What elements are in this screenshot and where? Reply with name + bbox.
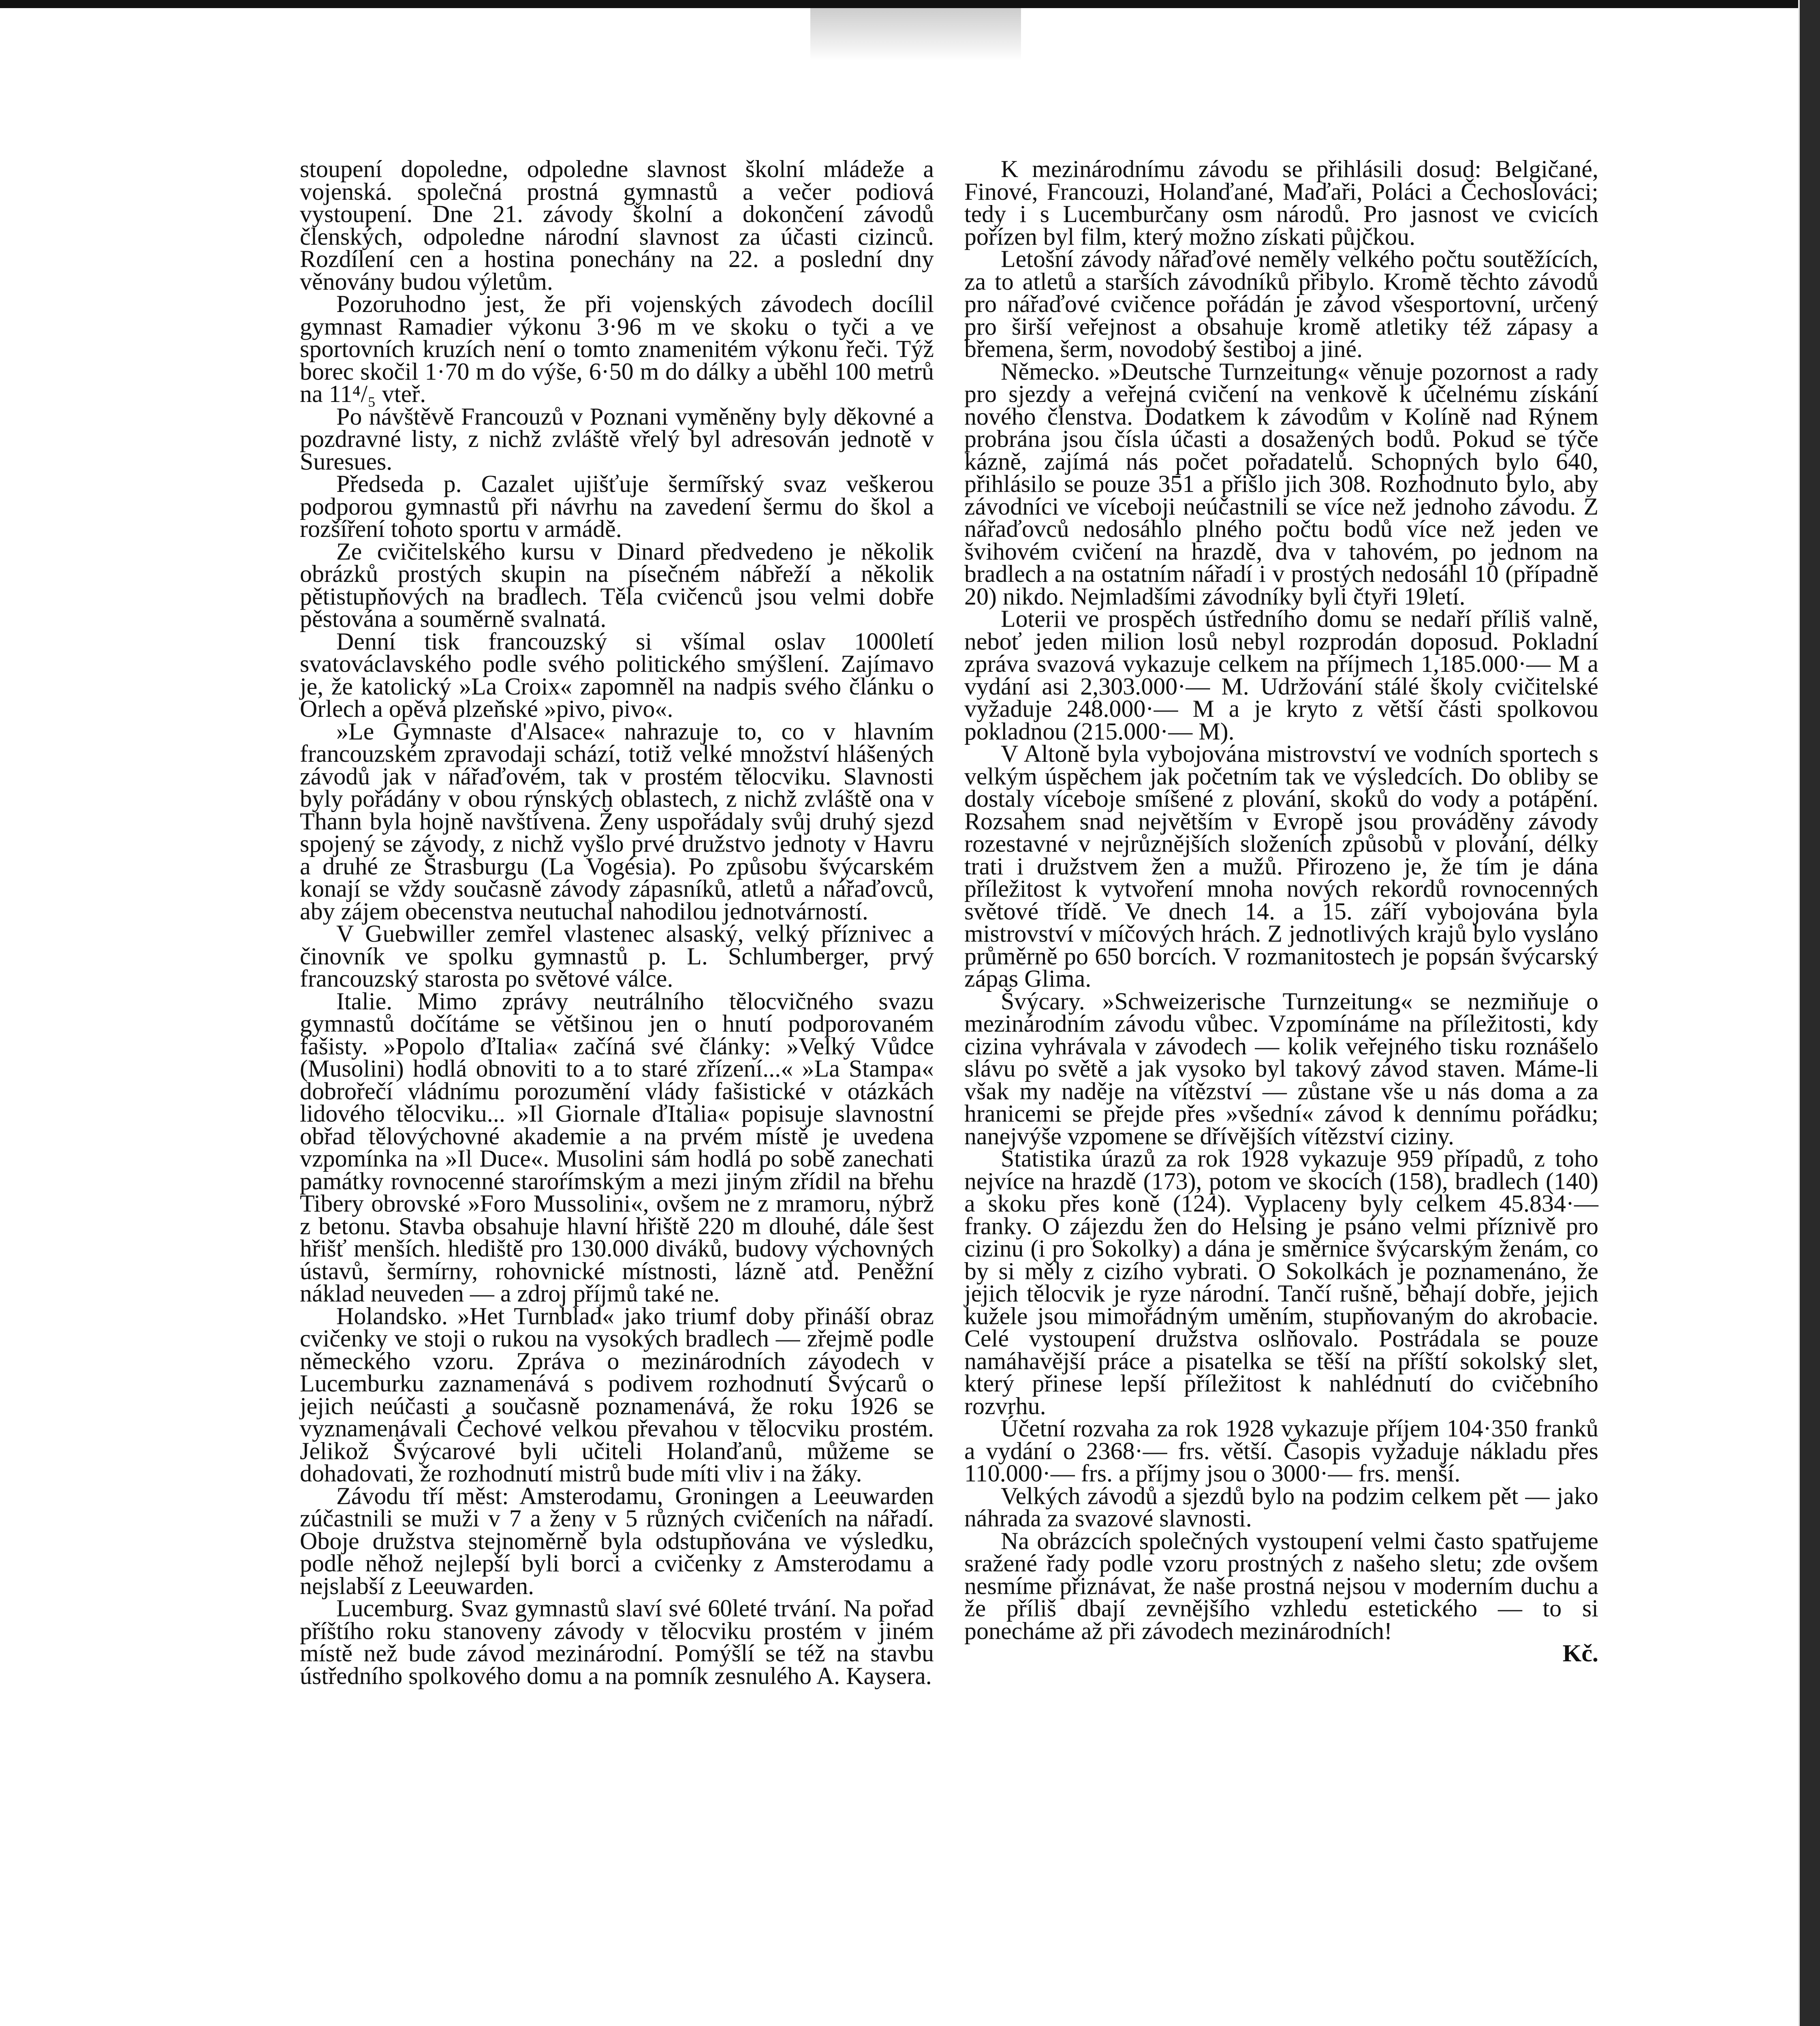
paragraph: K mezinárodnímu závodu se přihlásili dosud: Belgičané, Finové, Francouzi, Holanďané, Maďaři, Poláci a Čechoslováci; tedy i s Lucemburčany osm národů. Pro jasnost ve cvicích pořízen byl film, který možno získati půjčkou. bbox=[964, 156, 1598, 250]
paragraph: Po návštěvě Francouzů v Poznani vyměněny byly děkovné a pozdravné listy, z nichž zvláště vřelý byl adresován jednotě v Suresues. bbox=[300, 403, 934, 475]
paragraph: V Guebwiller zemřel vlastenec alsaský, velký příznivec a činovník ve spolku gymnastů p. L. Schlumberger, prvý francouzský starosta po světové válce. bbox=[300, 920, 934, 992]
paragraph-holandsko: Holandsko. »Het Turnblad« jako triumf doby přináší obraz cvičenky ve stoji o rukou na vysokých bradlech — zřejmě podle německého vzoru. Zpráva o mezinárodních závodech v Lucemburku zaznamenává s podivem rozhodnutí Švýcarů o jejich neúčasti a současně poznamenává, že roku 1926 se vyznamenávali Čechové velkou převahou v tělocviku prostém. Jelikož Švýcarové byli učiteli Holanďanů, můžeme se dohadovati, že rozhodnutí mistrů bude míti vliv i na žáky. bbox=[300, 1302, 934, 1487]
paragraph: Účetní rozvaha za rok 1928 vykazuje příjem 104·350 franků a vydání o 2368·— frs. větší. Časopis vyžaduje nákladu přes 110.000·— frs. a příjmy jsou o 3000·— frs. menší. bbox=[964, 1415, 1598, 1487]
paragraph: Na obrázcích společných vystoupení velmi často spatřujeme sražené řady podle vzoru prostných z našeho sletu; zde ovšem nesmíme přiznávat, že naše prostná nejsou v moderním duchu a že příliš dbají zevnějšího vzhledu estetického — to si ponecháme až při závodech mezinárodních! bbox=[964, 1527, 1598, 1644]
paragraph-italie: Italie. Mimo zprávy neutrálního tělocvičného svazu gymnastů dočítáme se většinou jen o hnutí podporovaném fašisty. »Popolo ďItalia« začíná své články: »Velký Vůdce (Musolini) hodlá obnoviti to a to staré zřízení...« »La Stampa« dobrořečí vládnímu porozumění vlády fašistické v otázkách lidového tělocviku... »Il Giornale ďItalia« popisuje slavnostní obřad tělovýchovné akademie a na prvém místě je uvedena vzpomínka na »Il Duce«. Musolini sám hodlá po sobě zanechati památky rovnocenné staroŕímským a mezi jiným zřídil na břehu Tibery obrovské »Foro Mussolini«, ovšem ne z mramoru, nýbrž z betonu. Stavba obsahuje hlavní hřiště 220 m dlouhé, dále šest hřišť menších. hlediště pro 130.000 diváků, budovy výchovných ústavů, šermírny, rohovnické místnosti, lázně atd. Peněžní náklad neuveden — a zdroj příjmů také ne. bbox=[300, 987, 934, 1307]
paragraph-nemecko: Německo. »Deutsche Turnzeitung« věnuje pozornost a rady pro sjezdy a veřejná cvičení na venkově k účelnému získání nového členstva. Dodatkem k závodům v Kolíně nad Rýnem probrána jsou čísla účasti a dosažených bodů. Pokud se týče kázně, zajímá nás počet pořadatelů. Schopných bylo 640, přihlásilo se pouze 351 a přišlo jich 308. Rozhodnuto bylo, aby závodníci ve víceboji neúčastnili se více než jednoho závodu. Z nářaďovců nedosáhlo plného počtu bodů více než jeden ve švihovém cvičení na hrazdě, dva v tahovém, po jednom na bradlech a na ostatním nářadí i v prostých nedosáhl 10 (případně 20) nikdo. Nejmladšími závodníky byli čtyři 19letí. bbox=[964, 358, 1598, 610]
page-body bbox=[300, 158, 1600, 2026]
paragraph: Velkých závodů a sjezdů bylo na podzim celkem pět — jako náhrada za svazové slavnosti. bbox=[964, 1482, 1598, 1532]
scan-smudge bbox=[810, 8, 1021, 61]
paragraph: »Le Gymnaste d'Alsace« nahrazuje to, co v hlavním francouzském zpravodaji schází, totiž velké množství hlášených závodů jak v nářaďovém, tak v prostém tělocviku. Slavnosti byly pořádány v obou rýnských oblastech, z nichž zvláště ona v Thann byla hojně navštívena. Ženy uspořádaly svůj druhý sjezd spojený se závody, z nichž vyšlo prvé družstvo jednoty v Havru a druhé ze Štrasburgu (La Vogésia). Po způsobu švýcarském konají se vždy současně závody zápasníků, atletů a nářaďovců, aby zájem obecenstva neutuchal nahodilou jednotvárností. bbox=[300, 718, 934, 925]
paragraph: Denní tisk francouzský si všímal oslav 1000letí svatováclavského podle svého politického smýšlení. Zajímavo je, že katolický »La Croix« zapomněl na nadpis svého článku o Orlech a opěvá plzeňské »pivo, pivo«. bbox=[300, 628, 934, 722]
paragraph-lucemburg: Lucemburg. Svaz gymnastů slaví své 60leté trvání. Na pořad příštího roku stanoveny závody v tělocviku prostém v jiném místě než bude závod mezinárodní. Pomýšlí se též na stavbu ústředního spolkového domu a na pomník zesnulého A. Kaysera. bbox=[300, 1595, 934, 1689]
signature: Kč. bbox=[1562, 1640, 1598, 1667]
paragraph: Závodu tří měst: Amsterodamu, Groningen a Leeuwarden zúčastnili se muži v 7 a ženy v 5 různých cvičeních na nářadí. Oboje družstva stejnoměrně byla odstupňována ve výsledku, podle něhož nejlepší byli borci a cvičenky z Amsterodamu a nejslabší z Leeuwarden. bbox=[300, 1482, 934, 1599]
paragraph: Předseda p. Cazalet ujišťuje šermířský svaz veškerou podporou gymnastů při návrhu na zavedení šermu do škol a rozšíření tohoto sportu v armádě. bbox=[300, 470, 934, 542]
scan-border-right bbox=[1800, 0, 1820, 2026]
paragraph: Ze cvičitelského kursu v Dinard předvedeno je několik obrázků prostých skupin na písečném nábřeží a několik pětistupňových na bradlech. Těla cvičenců jsou velmi dobře pěstována a souměrně svalnatá. bbox=[300, 538, 934, 632]
paragraph: Letošní závody nářaďové neměly velkého počtu soutěžících, za to atletů a starších závodníků přibylo. Kromě těchto závodů pro nářaďové cvičence pořádán je závod všesportovní, určený pro širší veřejnost a obsahuje kromě atletiky též zápasy a břemena, šerm, novodobý šestiboj a jiné. bbox=[964, 246, 1598, 362]
paragraph: Loterii ve prospěch ústředního domu se nedaří příliš valně, neboť jeden milion losů nebyl rozprodán doposud. Pokladní zpráva svazová vykazuje celkem na příjmech 1,185.000·— M a vydání asi 2,303.000·— M. Udržování stálé školy cvičitelské vyžaduje 248.000·— M a je kryto z větší části spolkovou pokladnou (215.000·— M). bbox=[964, 605, 1598, 745]
paragraph-svycary: Švýcary. »Schweizerische Turnzeitung« se nezmiňuje o mezinárodním závodu vůbec. Vzpomínáme na příležitosti, kdy cizina vyhrávala v závodech — kolik veřejného tisku roznášelo slávu po světě a jak vysoko byl takový závod staven. Máme-li však my naděje na vítězství — zůstane vše u nás doma a za hranicemi se přejde přes »všední« závod k dennímu pořádku; nanejvýše vzpomene se dřívějších vítězství ciziny. bbox=[964, 987, 1598, 1150]
paragraph: Statistika úrazů za rok 1928 vykazuje 959 případů, z toho nejvíce na hrazdě (173), potom ve skocích (158), bradlech (140) a skoku přes koně (124). Vyplaceny byly celkem 45.834·— franky. O zájezdu žen do Helsing je psáno velmi příznivě pro cizinu (i pro Sokolky) a dána je směrnice švýcarským ženám, co by si měly z cizího vybrati. O Sokolkách je poznamenáno, že jejich tělocvik je ryze národní. Tančí rušně, běhají dobře, jejich kužele jsou mimořádným uměním, stupňovaným do akrobacie. Celé vystoupení družstva oslňovalo. Postrádala se pouze namáhavější práce a pisatelka se těší na příští sokolský slet, který přinese lepší příležitost k nahlédnutí do cvičebního rozvrhu. bbox=[964, 1145, 1598, 1419]
paragraph: stoupení dopoledne, odpoledne slavnost školní mládeže a vojenská. společná prostná gymnastů a večer podiová vystoupení. Dne 21. závody školní a dokončení závodů členských, odpoledne národní slavnost za účasti cizinců. Rozdílení cen a hostina ponechány na 22. a poslední dny věnovány budou výletům. bbox=[300, 156, 934, 295]
paragraph: Pozoruhodno jest, že při vojenských závodech docílil gymnast Ramadier výkonu 3·96 m ve skoku o tyči a ve sportovních kruzích není o tomto znamenitém výkonu řeči. Týž borec skočil 1·70 m do výše, 6·50 m do dálky a uběhl 100 metrů na 11⁴/₅ vteř. bbox=[300, 291, 934, 407]
scan-border-top bbox=[0, 0, 1820, 8]
paragraph: V Altoně byla vybojována mistrovství ve vodních sportech s velkým úspěchem jak početním tak ve výsledcích. Do obliby se dostaly víceboje smíšené z plování, skoků do vody a potápění. Rozsahem snad největším v Evropě jsou prováděny závody rozestavné v nejrůznějších složeních způsobů v plování, délky trati i družstvem žen a mužů. Přirozeno je, že tím je dána příležitost k vytvoření mnoha nových rekordů rovnocenných světové třídě. Ve dnech 14. a 15. září vybojována byla mistrovství v míčových hrách. Z jednotlivých krajů bylo vysláno průměrně po 650 borcích. V rozmanitostech je popsán švýcarský zápas Glima. bbox=[964, 740, 1598, 992]
left-column bbox=[300, 158, 934, 1687]
right-column bbox=[964, 158, 1598, 1665]
